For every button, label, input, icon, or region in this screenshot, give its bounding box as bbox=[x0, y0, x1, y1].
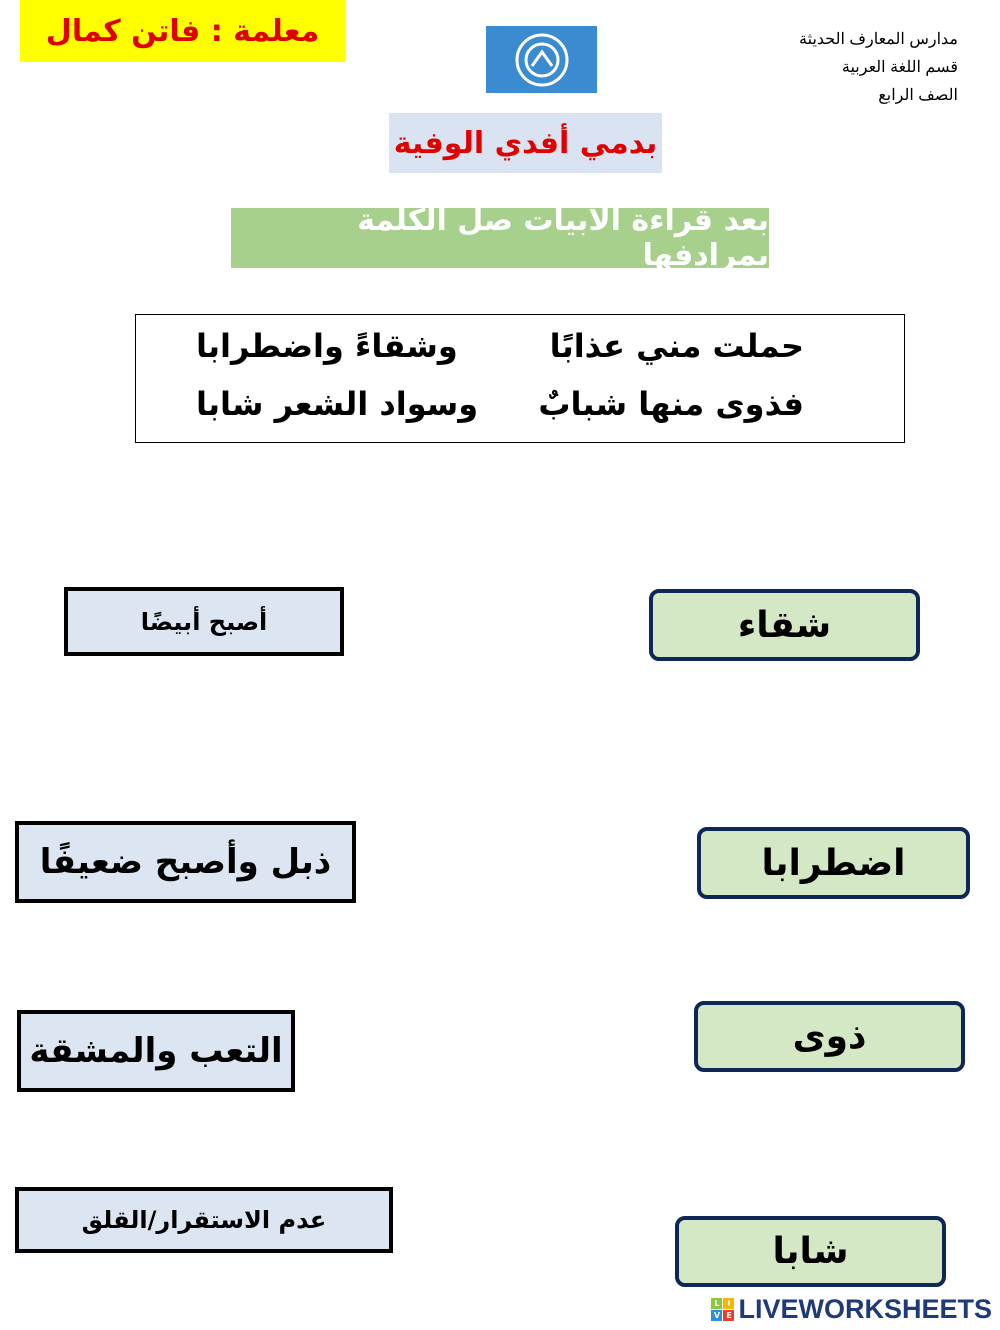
school-name: مدارس المعارف الحديثة bbox=[799, 31, 958, 48]
meaning-box[interactable]: عدم الاستقرار/القلق bbox=[15, 1187, 393, 1253]
poem-hemistich: فذوى منها شبابٌ bbox=[538, 385, 804, 423]
poem-line bbox=[196, 385, 804, 423]
poem-box bbox=[135, 314, 905, 443]
meaning-box[interactable]: أصبح أبيضًا bbox=[64, 587, 344, 656]
grade: الصف الرابع bbox=[878, 87, 958, 104]
badge-letter: L bbox=[711, 1298, 722, 1309]
brand-name: LIVEWORKSHEETS bbox=[738, 1294, 992, 1324]
logo-emblem-icon bbox=[514, 32, 570, 88]
badge-letter: I bbox=[723, 1298, 734, 1309]
school-info bbox=[799, 26, 958, 110]
teacher-name: معلمة : فاتن كمال bbox=[20, 0, 345, 62]
word-box[interactable]: ذوى bbox=[694, 1001, 965, 1072]
word-box[interactable]: اضطرابا bbox=[697, 827, 970, 899]
word-box[interactable]: شقاء bbox=[649, 589, 920, 661]
poem-hemistich: وشقاءً واضطرابا bbox=[196, 327, 458, 365]
meaning-box[interactable]: التعب والمشقة bbox=[17, 1010, 295, 1092]
lesson-title: بدمي أفدي الوفية bbox=[389, 113, 662, 173]
poem-line bbox=[196, 327, 804, 365]
department: قسم اللغة العربية bbox=[841, 59, 958, 76]
poem-hemistich: حملت مني عذابًا bbox=[549, 327, 804, 365]
instruction: بعد قراءة الأبيات صل الكلمة بمرادفها bbox=[231, 208, 769, 268]
poem-hemistich: وسواد الشعر شابا bbox=[196, 385, 479, 423]
school-logo bbox=[486, 26, 597, 93]
live-badge-icon bbox=[711, 1298, 734, 1321]
badge-letter: V bbox=[711, 1310, 722, 1321]
word-box[interactable]: شابا bbox=[675, 1216, 946, 1287]
badge-letter: E bbox=[723, 1310, 734, 1321]
meaning-box[interactable]: ذبل وأصبح ضعيفًا bbox=[15, 821, 356, 903]
liveworksheets-logo bbox=[711, 1294, 992, 1325]
